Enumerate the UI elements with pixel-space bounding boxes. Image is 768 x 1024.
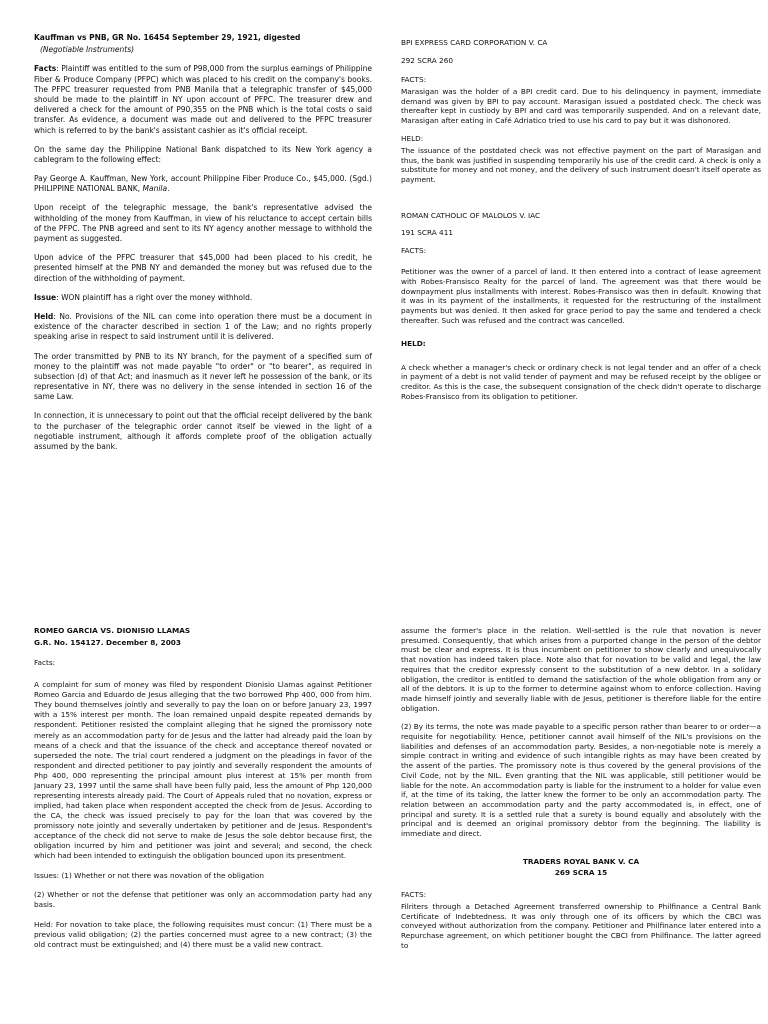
continuation-column bbox=[401, 626, 761, 1024]
paragraph: assume the former's place in the relation. Well-settled is the rule that novation is never presumed. Consequently, that which arises from a purported change in the person of the debtor must be clear and express. It is thus incumbent on petitioner to show clearly and unequivocally that novation has indeed taken place. Note also that for novation to be valid and legal, the law requires that the creditor expressly consent to the substitution of a new debtor. In a solidary obligation, the creditor is entitled to demand the satisfaction of the whole obligation from any or all of the debtors. It is up to the former to determine against whom to enforce collection. Having made himself jointly and severally liable with de Jesus, petitioner is therefore liable for the entire obligation. bbox=[401, 626, 761, 713]
held-label: HELD: bbox=[401, 339, 426, 349]
case-title: TRADERS ROYAL BANK V. CA bbox=[522, 856, 640, 866]
facts-label: Facts: bbox=[34, 658, 56, 668]
issue-paragraph: Issues: (1) Whether or not there was novation of the obligation bbox=[34, 871, 265, 881]
issue-paragraph: (2) Whether or not the defense that petitioner was only an accommodation party had any basis. bbox=[34, 890, 372, 910]
paragraph: Upon receipt of the telegraphic message, the bank's representative advised the withholding of the money from Kauffman, in view of his reluctance to accept certain bills of the PFPC. The PNB agreed and sent to its NY agency another message to withhold the payment as suggested. bbox=[34, 203, 372, 243]
bpi-malolos-column bbox=[401, 38, 761, 508]
case-citation: G.R. No. 154127. December 8, 2003 bbox=[34, 638, 181, 648]
case-citation: 269 SCRA 15 bbox=[554, 868, 608, 878]
held-paragraph: Held: For novation to take place, the following requisites must concur: (1) There must be a previous valid obligation; (2) the parties concerned must agree to a new contract; (3) the old contract must be extinguished; and (4) there must be a valid new contract. bbox=[34, 919, 372, 949]
facts-paragraph: Facts: Plaintiff was entitled to the sum of P98,000 from the surplus earnings of Philippine Fiber & Produce Company (PFPC) which was placed to his credit on the company's books. The PFPC treasurer requested from PNB Manila that a telegraphic transfer of $45,000 should be made to the plaintiff in NY upon account of PFPC. The treasurer drew and delivered a check for the amount of P90,355 on the PNB which is the total costs o said transfer. As evidence, a document was made out and delivered to the PFPC treasurer which is referred to by the bank's assistant cashier as it's official receipt. bbox=[34, 64, 372, 135]
held-paragraph: A check whether a manager's check or ordinary check is not legal tender and an offer of a check in payment of a debt is not valid tender of payment and may be refused receipt by the obligee or creditor. As this is the case, the subsequent consignation of the check didn't operate to discharge Robes-Fransisco from its obligation to petitioner. bbox=[401, 362, 761, 401]
facts-paragraph: Filriters through a Detached Agreement transferred ownership to Philfinance a Central Bank Certificate of Indebtedness. It was only through one of its officers by which the CBCI was conveyed without authorization from the company. Petitioner and Philfinance later entered into a Repurchase agreement, on which petitioner bought the CBCI from Philfinance. The latter agreed to bbox=[401, 901, 761, 950]
paragraph: Upon advice of the PFPC treasurer that $45,000 had been placed to his credit, he presented himself at the PNB NY and demanded the money but was refused due to the direction of the withholding of payment. bbox=[34, 253, 372, 283]
issue-paragraph: Issue: WON plaintiff has a right over the money withhold. bbox=[34, 292, 253, 302]
held-paragraph: The issuance of the postdated check was not effective payment on the part of Marasigan and thus, the bank was justified in suspending temporarily his use of the credit card. A check is only a substitute for money and not money, and the delivery of such instrument doesn't itself operate as payment. bbox=[401, 146, 761, 184]
case-subtitle: (Negotiable Instruments) bbox=[40, 45, 135, 55]
held-label: HELD: bbox=[401, 134, 424, 144]
facts-paragraph: A complaint for sum of money was filed by respondent Dionisio Llamas against Petitioner Romeo Garcia and Eduardo de Jesus alleging that the two borrowed Php 400, 000 from him. They bound themselves jointly and severally to pay the loan on or before January 23, 1997 with a 15% interest per month. The loan remained unpaid despite repeated demands by respondent. Petitioner resisted the complaint alleging that he signed the promissory note merely as an accommodation party for de Jesus and the latter had already paid the loan by means of a check and that the issuance of the check and acceptance thereof novated or superseded the note. The trial court rendered a judgment on the pleadings in favor of the respondent and directed petitioner to pay jointly and severally respondent the amounts of Php 400, 000 representing the principal amount plus interest at 15% per month from January 23, 1997 until the same shall have been fully paid, less the amount of Php 120,000 representing interests already paid. The Court of Appeals ruled that no novation, express or implied, had taken place when respondent accepted the check from de Jesus. According to the CA, the check was issued precisely to pay for the loan that was covered by the promissory note jointly and severally undertaken by petitioner and de Jesus. Respondent's acceptance of the check did not serve to make de Jesus the sole debtor because first, the obligation incurred by him and petitioner was joint and several; and second, the check which had been intended to extinguish the obligation bounced upon its presentment. bbox=[34, 680, 372, 861]
cablegram-paragraph: Pay George A. Kauffman, New York, account Philippine Fiber Produce Co., $45,000. (Sgd.) PHILIPPINE NATIONAL BANK, Manila. bbox=[34, 174, 372, 194]
paragraph: (2) By its terms, the note was made payable to a specific person rather than bearer to or order—a requisite for negotiability. Hence, petitioner cannot avail himself of the NIL's provisions on the liabilities and defenses of an accommodation party. Besides, a non-negotiable note is merely a simple contract in writing and evidence of such intangible rights as may have been created by the assent of the parties. The promissory note is thus covered by the general provisions of the Civil Code, not by the NIL. Even granting that the NIL was applicable, still petitioner would be liable for the note. An accommodation party is liable for the instrument to a holder for value even if, at the time of its taking, the latter knew the former to be only an accommodation party. The relation between an accommodation party and the party accommodated is, in effect, one of principal and surety. It is a settled rule that a surety is bound equally and absolutely with the principal and is deemed an original promissory debtor from the beginning. The liability is immediate and direct. bbox=[401, 722, 761, 839]
garcia-llamas-column bbox=[34, 626, 372, 1024]
facts-label: FACTS: bbox=[401, 75, 427, 85]
case-title: ROMAN CATHOLIC OF MALOLOS V. IAC bbox=[401, 210, 541, 220]
paragraph: In connection, it is unnecessary to point out that the official receipt delivered by the bank to the purchaser of the telegraphic order cannot itself be viewed in the light of a negotiable instrument, although it affords complete proof of the obligation actually assumed by the bank. bbox=[34, 411, 372, 451]
case-title: Kauffman vs PNB, GR No. 16454 September 29, 1921, digested bbox=[34, 33, 301, 42]
case-citation: 191 SCRA 411 bbox=[401, 228, 453, 238]
case-citation: 292 SCRA 260 bbox=[401, 55, 453, 65]
facts-label: FACTS: bbox=[401, 245, 427, 255]
kauffman-digest-column bbox=[34, 33, 372, 513]
paragraph: On the same day the Philippine National Bank dispatched to its New York agency a cablegram to the following effect: bbox=[34, 144, 372, 164]
case-title: BPI EXPRESS CARD CORPORATION V. CA bbox=[401, 38, 548, 47]
case-title: ROMEO GARCIA VS. DIONISIO LLAMAS bbox=[34, 626, 191, 635]
facts-label: Facts bbox=[34, 64, 57, 74]
paragraph: The order transmitted by PNB to its NY branch, for the payment of a specified sum of money to the plaintiff was not made payable "to order" or "to bearer", as required in subsection (d) of that Act; and inasmuch as it never left he possession of the bank, or its representative in NY, there was no delivery in the sense intended in section 16 of the same Law. bbox=[34, 351, 372, 402]
held-paragraph: Held: No. Provisions of the NIL can come into operation there must be a document in existence of the character described in section 1 of the Law; and no rights properly speaking arise in respect to said instrument until it is delivered. bbox=[34, 311, 372, 342]
facts-paragraph: Marasigan was the holder of a BPI credit card. Due to his delinquency in payment, immediate demand was given by BPI to pay account. Marasigan issued a postdated check. The check was thereafter kept in custiody by BPI and card was temporarily suspended. And on a relevant date, Marasigan after eating in Café Adriatico tried to use his card to pay but it was dishonored. bbox=[401, 86, 761, 125]
facts-label: FACTS: bbox=[401, 890, 427, 900]
facts-paragraph: Petitioner was the owner of a parcel of land. It then entered into a contract of lease agreement with Robes-Fransisco Realty for the parcel of land. The agreement was that there would be downpayment plus installments with interest. Robes-Fransisco was then in default. Knowing that it was in its payment of the installments, it requested for the restructuring of the installment payments but was denied. It then asked for grace period to pay the same and tendered a check thereafter. Such was refused and the contract was cancelled. bbox=[401, 267, 761, 325]
